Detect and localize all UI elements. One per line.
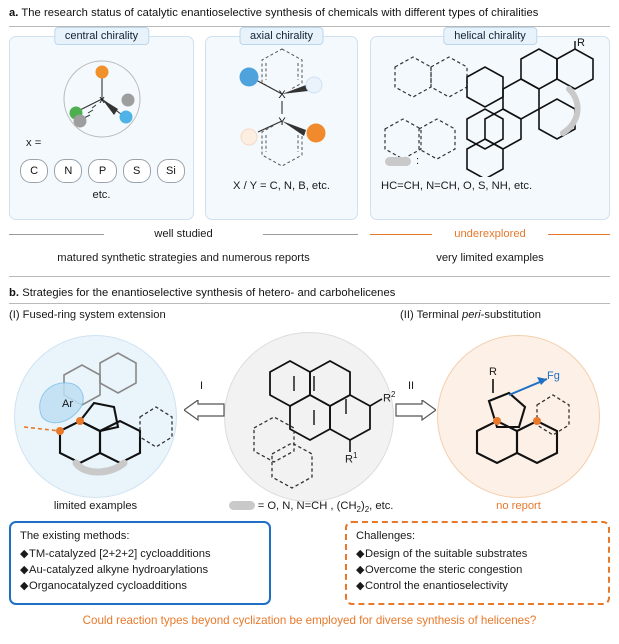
svg-text:x: x bbox=[99, 94, 105, 106]
methods-item-text: TM-catalyzed [2+2+2] cycloadditions bbox=[29, 547, 211, 560]
panel-central-badge: central chirality bbox=[54, 27, 149, 45]
challenges-list bbox=[356, 547, 599, 595]
section-a-label: a. bbox=[9, 7, 19, 19]
left-structure-drawing bbox=[14, 335, 177, 498]
section-b-label: b. bbox=[9, 287, 20, 299]
sub-II-post: -substitution bbox=[480, 309, 541, 321]
label-r1 bbox=[345, 451, 357, 466]
helix-legend-swatch bbox=[385, 157, 411, 166]
label-underexplored: underexplored bbox=[454, 228, 526, 240]
central-atom-list bbox=[20, 159, 185, 183]
panel-axial-chirality bbox=[205, 30, 358, 220]
axial-formula: X / Y = C, N, B, etc. bbox=[233, 180, 330, 192]
label-no-report: no report bbox=[496, 500, 541, 512]
label-r-right: R bbox=[489, 366, 497, 378]
label-fg: Fg bbox=[547, 370, 560, 382]
label-well-studied: well studied bbox=[154, 228, 213, 240]
legend-mid-post: ) bbox=[360, 500, 365, 512]
sub-II-pre: (II) Terminal bbox=[400, 309, 462, 321]
arrow-I bbox=[184, 400, 226, 428]
legend-bridge-types bbox=[186, 500, 436, 514]
helical-formula: HC=CH, N=CH, O, S, NH, etc. bbox=[381, 180, 533, 192]
legend-mid-end: , etc. bbox=[369, 500, 394, 512]
helical-legend bbox=[385, 155, 419, 167]
challenges-item-text: Control the enantioselectivity bbox=[365, 579, 509, 592]
svg-text:Ar: Ar bbox=[62, 398, 73, 410]
atom-n: N bbox=[54, 159, 82, 183]
section-b-title bbox=[9, 287, 609, 299]
methods-item: ◆TM-catalyzed [2+2+2] cycloadditions bbox=[20, 547, 211, 560]
section-b-title-text: Strategies for the enantioselective synthesis of hetero- and carbohelicenes bbox=[22, 287, 396, 299]
r1-sup: 1 bbox=[352, 451, 358, 460]
divider-b bbox=[9, 303, 610, 304]
methods-list bbox=[20, 547, 260, 595]
legend-mid-sub: 2 bbox=[356, 505, 361, 515]
panel-helical-chirality bbox=[370, 30, 610, 220]
subheading-fused-ring: (I) Fused-ring system extension bbox=[9, 309, 166, 321]
panel-axial-badge: axial chirality bbox=[239, 27, 324, 45]
central-etc: etc. bbox=[92, 189, 111, 201]
challenges-head: Challenges: bbox=[356, 530, 416, 542]
section-a-title-text: The research status of catalytic enantioselective synthesis of chemicals with different types of chiralities bbox=[21, 7, 539, 19]
challenges-item: ◆Overcome the steric congestion bbox=[356, 563, 523, 576]
atom-c: C bbox=[20, 159, 48, 183]
bridge-legend-swatch bbox=[229, 501, 255, 510]
atom-p: P bbox=[88, 159, 116, 183]
bottom-question: Could reaction types beyond cyclization be employed for diverse synthesis of helicenes? bbox=[82, 614, 537, 627]
challenges-item: ◆Control the enantioselectivity bbox=[356, 579, 509, 592]
mid-structure-drawing bbox=[224, 332, 394, 502]
r1-text: R bbox=[345, 453, 353, 466]
sub-II-ital: peri bbox=[461, 309, 481, 321]
svg-text:X: X bbox=[278, 89, 286, 101]
helical-legend-colon: : bbox=[416, 155, 420, 167]
atom-s: S bbox=[123, 159, 151, 183]
legend-mid-sub2: 2 bbox=[364, 505, 370, 515]
caption-very-limited: very limited examples bbox=[436, 252, 544, 264]
r2-sup: 2 bbox=[390, 390, 396, 399]
box-existing-methods bbox=[9, 521, 271, 605]
subheading-peri-substitution bbox=[400, 309, 541, 321]
methods-item-text: Au-catalyzed alkyne hydroarylations bbox=[29, 563, 209, 576]
methods-item: ◆Organocatalyzed cycloadditions bbox=[20, 579, 187, 592]
r2-text: R bbox=[383, 392, 391, 405]
caption-matured-strategies: matured synthetic strategies and numerous reports bbox=[57, 252, 310, 264]
axial-chirality-structure bbox=[206, 37, 357, 177]
central-x-label: x = bbox=[26, 137, 42, 149]
panel-helical-badge: helical chirality bbox=[443, 27, 537, 45]
methods-head: The existing methods: bbox=[20, 530, 130, 542]
arrow-II-label: II bbox=[408, 380, 415, 392]
arrow-II bbox=[394, 400, 436, 428]
divider-mid bbox=[9, 276, 610, 277]
legend-mid-pre: = O, N, N=CH , (CH bbox=[257, 500, 357, 512]
svg-text:R: R bbox=[577, 37, 585, 49]
panel-central-chirality bbox=[9, 30, 194, 220]
methods-item-text: Organocatalyzed cycloadditions bbox=[29, 579, 187, 592]
box-challenges bbox=[345, 521, 610, 605]
label-limited-examples: limited examples bbox=[53, 500, 138, 512]
section-a-title bbox=[9, 7, 609, 19]
arrow-I-label: I bbox=[200, 380, 204, 392]
svg-text:Y: Y bbox=[278, 116, 286, 128]
challenges-item: ◆Design of the suitable substrates bbox=[356, 547, 528, 560]
challenges-item-text: Overcome the steric congestion bbox=[365, 563, 523, 576]
atom-si: Si bbox=[157, 159, 185, 183]
methods-item: ◆Au-catalyzed alkyne hydroarylations bbox=[20, 563, 209, 576]
right-structure-drawing bbox=[437, 335, 600, 498]
challenges-item-text: Design of the suitable substrates bbox=[365, 547, 528, 560]
